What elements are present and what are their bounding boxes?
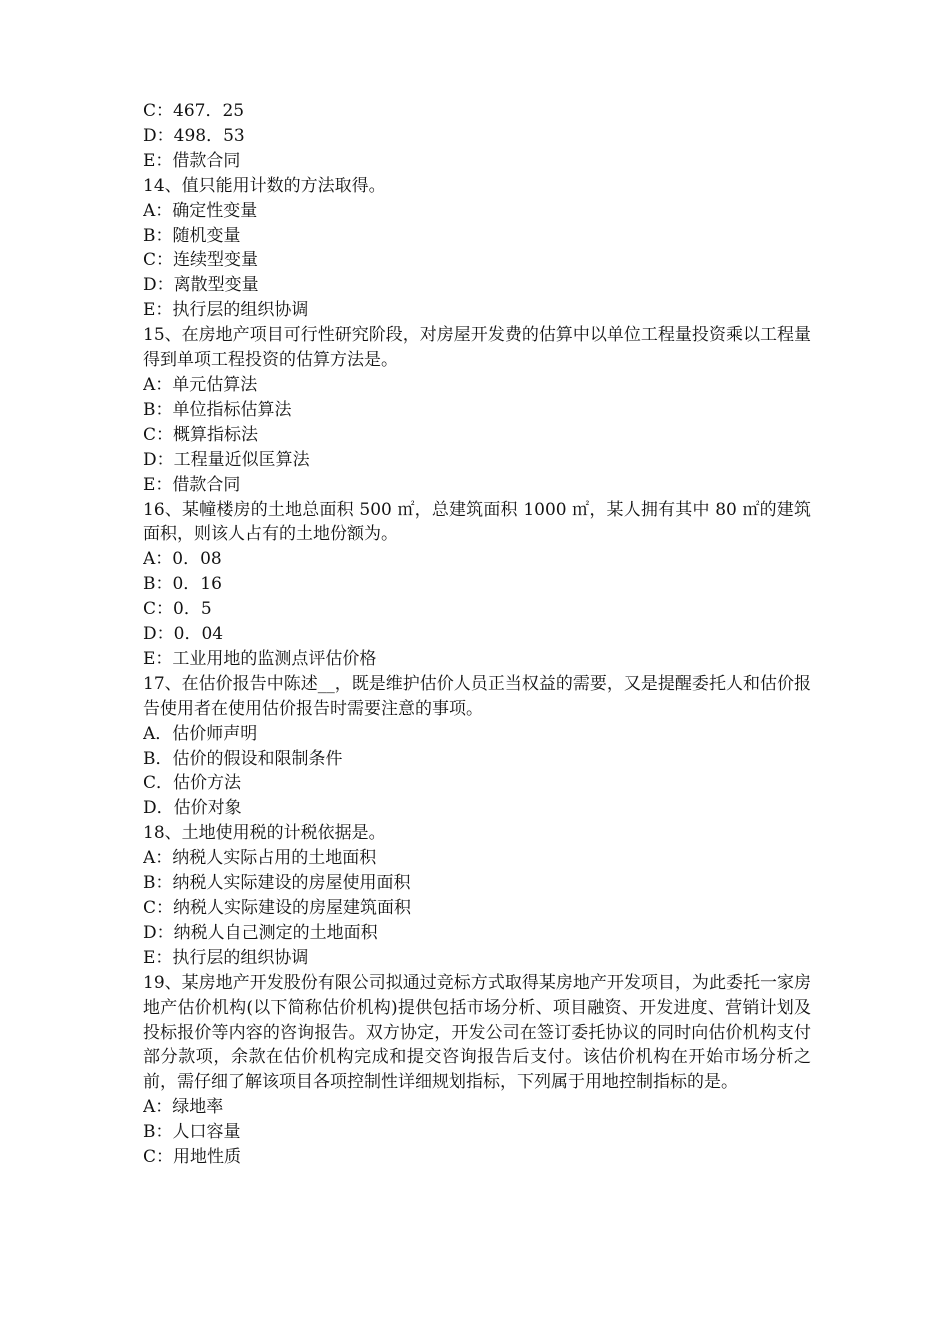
answer-option: B：单位指标估算法 xyxy=(143,399,292,420)
question-16: 16、某幢楼房的土地总面积 500 ㎡，总建筑面积 1000 ㎡，某人拥有其中 80 ㎡的建筑面积，则该人占有的土地份额为。 xyxy=(143,499,811,545)
document-body xyxy=(143,99,811,1170)
answer-option: D：离散型变量 xyxy=(143,275,259,296)
answer-option: B：0．16 xyxy=(143,574,222,595)
question-18: 18、土地使用税的计税依据是。 xyxy=(143,823,386,844)
answer-option: B．估价的假设和限制条件 xyxy=(143,748,343,769)
answer-option: B：随机变量 xyxy=(143,225,241,246)
question-17: 17、在估价报告中陈述__，既是维护估价人员正当权益的需要，又是提醒委托人和估价报告使用者在使用估价报告时需要注意的事项。 xyxy=(143,673,811,719)
answer-option: C：纳税人实际建设的房屋建筑面积 xyxy=(143,898,412,918)
answer-option: E：借款合同 xyxy=(143,150,241,171)
answer-option: C：连续型变量 xyxy=(143,250,259,271)
question-15: 15、在房地产项目可行性研究阶段，对房屋开发费的估算中以单位工程量投资乘以工程量得到单项工程投资的估算方法是。 xyxy=(143,325,811,371)
answer-option: E：执行层的组织协调 xyxy=(143,947,309,968)
answer-option: C：0．5 xyxy=(143,599,212,620)
answer-option: A：纳税人实际占用的土地面积 xyxy=(143,848,377,869)
answer-option: E：工业用地的监测点评估价格 xyxy=(143,648,377,669)
answer-option: D：0．04 xyxy=(143,624,224,645)
question-14: 14、值只能用计数的方法取得。 xyxy=(143,175,386,196)
answer-option: B：人口容量 xyxy=(143,1122,241,1143)
answer-option: D：工程量近似匡算法 xyxy=(143,449,310,470)
answer-option: C．估价方法 xyxy=(143,773,242,794)
answer-option: D：498．53 xyxy=(143,125,245,146)
answer-option: D．估价对象 xyxy=(143,798,242,819)
answer-option: C：概算指标法 xyxy=(143,424,259,445)
answer-option: A．估价师声明 xyxy=(143,723,258,744)
answer-option: A：绿地率 xyxy=(143,1097,224,1118)
answer-option: A：确定性变量 xyxy=(143,200,258,221)
question-19: 19、某房地产开发股份有限公司拟通过竞标方式取得某房地产开发项目，为此委托一家房地产估价机构(以下简称估价机构)提供包括市场分析、项目融资、开发进度、营销计划及投标报价等内容的咨询报告。双方协定，开发公司在签订委托协议的同时向估价机构支付部分款项，余款在估价机构完成和提交咨询报告后支付。该估价机构在开始市场分析之前，需仔细了解该项目各项控制性详细规划指标，下列属于用地控制指标的是。 xyxy=(143,972,811,1093)
answer-option: D：纳税人自己测定的土地面积 xyxy=(143,922,378,943)
answer-option: C：用地性质 xyxy=(143,1147,242,1168)
answer-option: C：467．25 xyxy=(143,101,245,121)
answer-option: B：纳税人实际建设的房屋使用面积 xyxy=(143,873,411,894)
answer-option: E：借款合同 xyxy=(143,474,241,495)
answer-option: A：0．08 xyxy=(143,549,222,570)
answer-option: E：执行层的组织协调 xyxy=(143,300,309,321)
answer-option: A：单元估算法 xyxy=(143,374,258,395)
